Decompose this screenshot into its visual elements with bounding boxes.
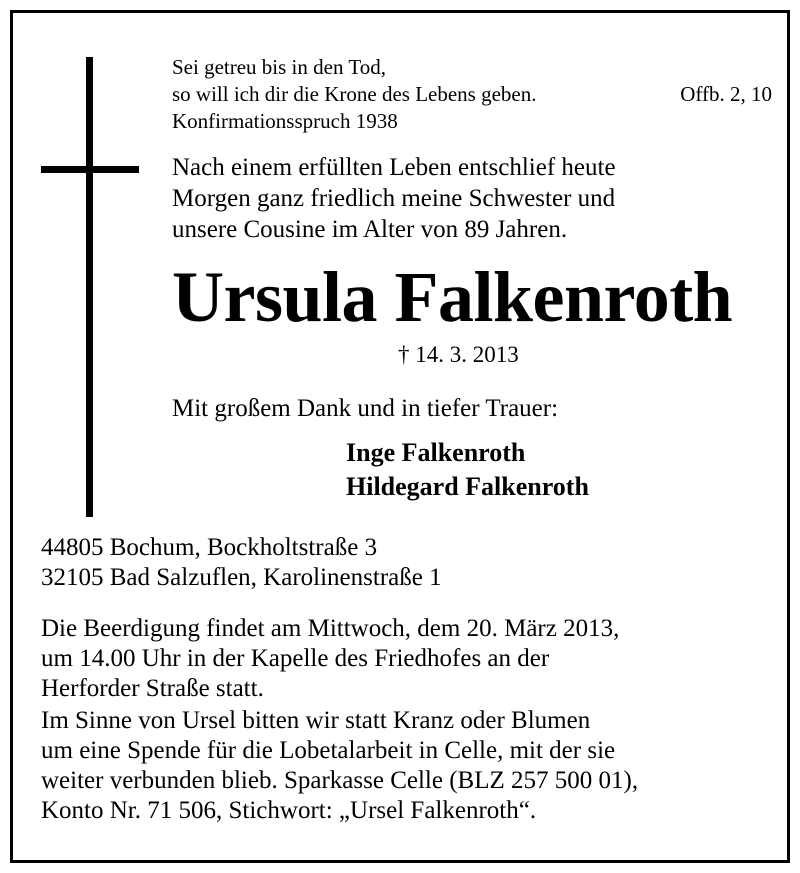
verse-line-3: Konfirmationsspruch 1938	[172, 109, 398, 133]
cross-icon	[86, 57, 93, 517]
verse-line-1: Sei getreu bis in den Tod,	[172, 55, 386, 79]
verse-line-2: so will ich dir die Krone des Lebens geben.	[172, 82, 537, 106]
bible-verse	[172, 54, 776, 135]
thanks-text: Mit großem Dank und in tiefer Trauer:	[172, 395, 559, 422]
mourner-name: Hildegard Falkenroth	[346, 472, 589, 501]
cross-icon-bar	[41, 166, 139, 173]
address-line: 44805 Bochum, Bockholtstraße 3	[41, 534, 378, 561]
addresses	[41, 533, 442, 593]
intro-text	[172, 152, 616, 245]
deceased-name: Ursula Falkenroth	[172, 257, 733, 337]
funeral-line-1: Die Beerdigung findet am Mittwoch, dem 20. März 2013,	[41, 615, 620, 642]
donation-line-3: weiter verbunden blieb. Sparkasse Celle (BLZ 257 500 01),	[41, 767, 639, 794]
verse-reference: Offb. 2, 10	[680, 82, 772, 106]
mourners-list	[346, 436, 589, 504]
donation-line-1: Im Sinne von Ursel bitten wir statt Kranz oder Blumen	[41, 707, 591, 734]
intro-line-1: Nach einem erfüllten Leben entschlief heute	[172, 154, 616, 181]
funeral-line-2: um 14.00 Uhr in der Kapelle des Friedhofes an der	[41, 645, 550, 672]
funeral-line-3: Herforder Straße statt.	[41, 675, 264, 702]
donation-line-4: Konto Nr. 71 506, Stichwort: „Ursel Falkenroth“.	[41, 797, 537, 824]
address-line: 32105 Bad Salzuflen, Karolinenstraße 1	[41, 564, 442, 591]
mourner-name: Inge Falkenroth	[346, 438, 526, 467]
death-date: † 14. 3. 2013	[398, 342, 519, 367]
donation-info	[41, 706, 638, 826]
intro-line-3: unsere Cousine im Alter von 89 Jahren.	[172, 216, 568, 243]
intro-line-2: Morgen ganz friedlich meine Schwester und	[172, 185, 616, 212]
donation-line-2: um eine Spende für die Lobetalarbeit in Celle, mit der sie	[41, 737, 616, 764]
funeral-info	[41, 614, 619, 704]
